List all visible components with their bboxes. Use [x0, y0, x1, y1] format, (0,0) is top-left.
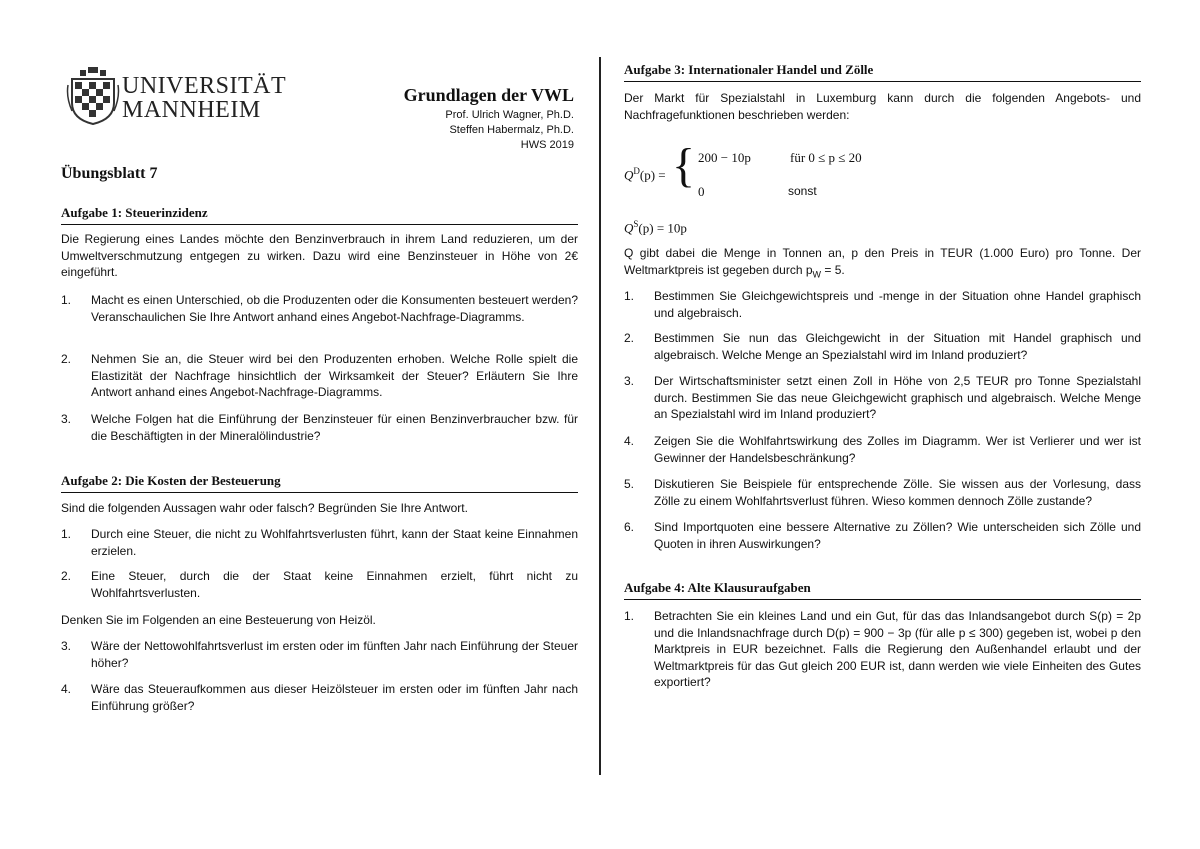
sheet-title: Übungsblatt 7	[61, 165, 158, 182]
item-text: Bestimmen Sie nun das Gleichgewicht in der Situation mit Handel graphisch und algebraisch. Welche Menge an Spezialstahl wird im Inland produziert?	[654, 331, 1141, 362]
item-number: 2.	[624, 331, 635, 345]
a3-item-4	[624, 433, 1141, 466]
a2-item-2	[61, 568, 578, 601]
item-number: 1.	[624, 609, 635, 623]
course-info	[404, 85, 574, 153]
a3-note-text: Q gibt dabei die Menge in Tonnen an, p den Preis in TEUR (1.000 Euro) pro Tonne. Der Weltmarktpreis ist gegeben durch p	[624, 246, 1141, 277]
item-number: 1.	[61, 293, 72, 307]
a3-note-subscript: W	[812, 268, 822, 279]
item-number: 5.	[624, 477, 635, 491]
qs-superscript: S	[633, 219, 639, 229]
a1-item-3	[61, 411, 578, 444]
item-text: Nehmen Sie an, die Steuer wird bei den Produzenten erhoben. Welche Rolle spielt die Elastizität der Nachfrage hinsichtlich der Wirksamkeit der Steuer? Erläutern Sie Ihre Antwort anhand eines Angebot-Nachfrage-Diagramms.	[91, 352, 578, 399]
a1-heading: Aufgabe 1: Steuerinzidenz	[61, 205, 578, 225]
a2-intro: Sind die folgenden Aussagen wahr oder falsch? Begründen Sie Ihre Antwort.	[61, 501, 468, 515]
item-text: Betrachten Sie ein kleines Land und ein Gut, für das das Inlandsangebot durch S(p) = 2p und die Inlandsnachfrage durch D(p) = 900 − 3p (für alle p ≤ 300) gegeben ist, wobei p den Marktpreis in EUR bezeichnet. Falls die Regierung den Außenhandel erlaubt und der Weltmarktpreis für das Gut gleich 200 EUR ist, dann werden wie viele Einheiten des Gutes exportiert?	[654, 609, 1141, 689]
a2-mid: Denken Sie im Folgenden an eine Besteuerung von Heizöl.	[61, 613, 376, 627]
item-text: Durch eine Steuer, die nicht zu Wohlfahrtsverlusten führt, kann der Staat keine Einnahmen erzielen.	[91, 527, 578, 558]
a1-intro: Die Regierung eines Landes möchte den Benzinverbrauch in ihrem Land reduzieren, um der Umweltverschmutzung entgegen zu wirken. Dazu wird eine Benzinsteuer in Höhe von 2€ eingeführt.	[61, 232, 578, 279]
column-divider	[599, 57, 601, 775]
item-number: 4.	[61, 682, 72, 696]
a3-item-6	[624, 519, 1141, 552]
qd-symbol: Q	[624, 167, 634, 183]
case-brace: {	[672, 139, 696, 192]
crest-icon	[66, 67, 120, 125]
a3-item-3	[624, 373, 1141, 423]
a3-heading: Aufgabe 3: Internationaler Handel und Zölle	[624, 62, 1141, 82]
item-text: Bestimmen Sie Gleichgewichtspreis und -menge in der Situation ohne Handel graphisch und algebraisch.	[654, 289, 1141, 320]
qd-superscript: D	[633, 166, 640, 176]
a1-item-2	[61, 351, 578, 401]
case1-condition: für 0 ≤ p ≤ 20	[790, 150, 862, 165]
qs-rest: (p) = 10p	[638, 220, 687, 236]
a2-item-3	[61, 638, 578, 671]
item-text: Macht es einen Unterschied, ob die Produzenten oder die Konsumenten besteuert werden? Veranschaulichen Sie Ihre Antwort anhand eines Angebot-Nachfrage-Diagramms.	[91, 293, 578, 324]
item-number: 1.	[624, 289, 635, 303]
a3-note-end: = 5.	[821, 262, 845, 277]
item-number: 3.	[624, 374, 635, 388]
qd-argument: (p) =	[639, 167, 666, 183]
item-number: 4.	[624, 434, 635, 448]
item-number: 3.	[61, 412, 72, 426]
course-title: Grundlagen der VWL	[403, 85, 574, 105]
term: HWS 2019	[520, 139, 574, 151]
a3-item-5	[624, 476, 1141, 509]
item-text: Diskutieren Sie Beispiele für entsprechende Zölle. Sie wissen aus der Vorlesung, dass Zölle zu einem Wohlfahrtsverlust führen. Wieso kommen dennoch Zölle zustande?	[654, 477, 1141, 508]
a2-item-1	[61, 526, 578, 559]
a3-item-2	[624, 330, 1141, 363]
a4-item-1	[624, 608, 1141, 691]
demand-function-label	[624, 166, 666, 183]
case2-expression: 0	[698, 184, 705, 199]
logo-text-line2: MANNHEIM	[122, 97, 261, 123]
item-number: 6.	[624, 520, 635, 534]
case2-condition: sonst	[788, 184, 817, 198]
assistant: Steffen Habermalz, Ph.D.	[449, 124, 574, 136]
item-text: Sind Importquoten eine bessere Alternative zu Zöllen? Wie unterscheiden sich Zölle und Quoten in ihren Auswirkungen?	[654, 520, 1141, 551]
a3-intro: Der Markt für Spezialstahl in Luxemburg kann durch die folgenden Angebots- und Nachfragefunktionen beschrieben werden:	[624, 91, 1141, 122]
case1-expression: 200 − 10p	[698, 150, 751, 165]
item-number: 3.	[61, 639, 72, 653]
item-text: Zeigen Sie die Wohlfahrtswirkung des Zolles im Diagramm. Wer ist Verlierer und wer ist Gewinner der Handelsbeschränkung?	[654, 434, 1141, 465]
supply-function	[624, 219, 687, 236]
item-number: 2.	[61, 569, 72, 583]
item-text: Der Wirtschaftsminister setzt einen Zoll in Höhe von 2,5 TEUR pro Tonne Spezialstahl durch. Bestimmen Sie das neue Gleichgewicht graphisch und algebraisch. Welche Menge an Spezialstahl wird im Inland produziert?	[654, 374, 1141, 421]
a3-note	[624, 245, 1141, 282]
logo-text-line1: UNIVERSITÄT	[122, 73, 287, 99]
a3-item-1	[624, 288, 1141, 321]
a4-heading: Aufgabe 4: Alte Klausuraufgaben	[624, 580, 1141, 600]
a2-heading: Aufgabe 2: Die Kosten der Besteuerung	[61, 473, 578, 493]
item-number: 2.	[61, 352, 72, 366]
qs-symbol: Q	[624, 220, 634, 236]
item-text: Wäre das Steueraufkommen aus dieser Heizölsteuer im ersten oder im fünften Jahr nach Einführung größer?	[91, 682, 578, 713]
a2-item-4	[61, 681, 578, 714]
item-text: Wäre der Nettowohlfahrtsverlust im ersten oder im fünften Jahr nach Einführung der Steuer höher?	[91, 639, 578, 670]
item-text: Eine Steuer, durch die der Staat keine Einnahmen erzielt, führt nicht zu Wohlfahrtsverlusten.	[91, 569, 578, 600]
item-number: 1.	[61, 527, 72, 541]
item-text: Welche Folgen hat die Einführung der Benzinsteuer für einen Benzinverbraucher bzw. für die Beschäftigten in der Mineralölindustrie?	[91, 412, 578, 443]
a1-item-1	[61, 292, 578, 325]
lecturer: Prof. Ulrich Wagner, Ph.D.	[445, 109, 574, 121]
university-logo	[66, 67, 296, 127]
